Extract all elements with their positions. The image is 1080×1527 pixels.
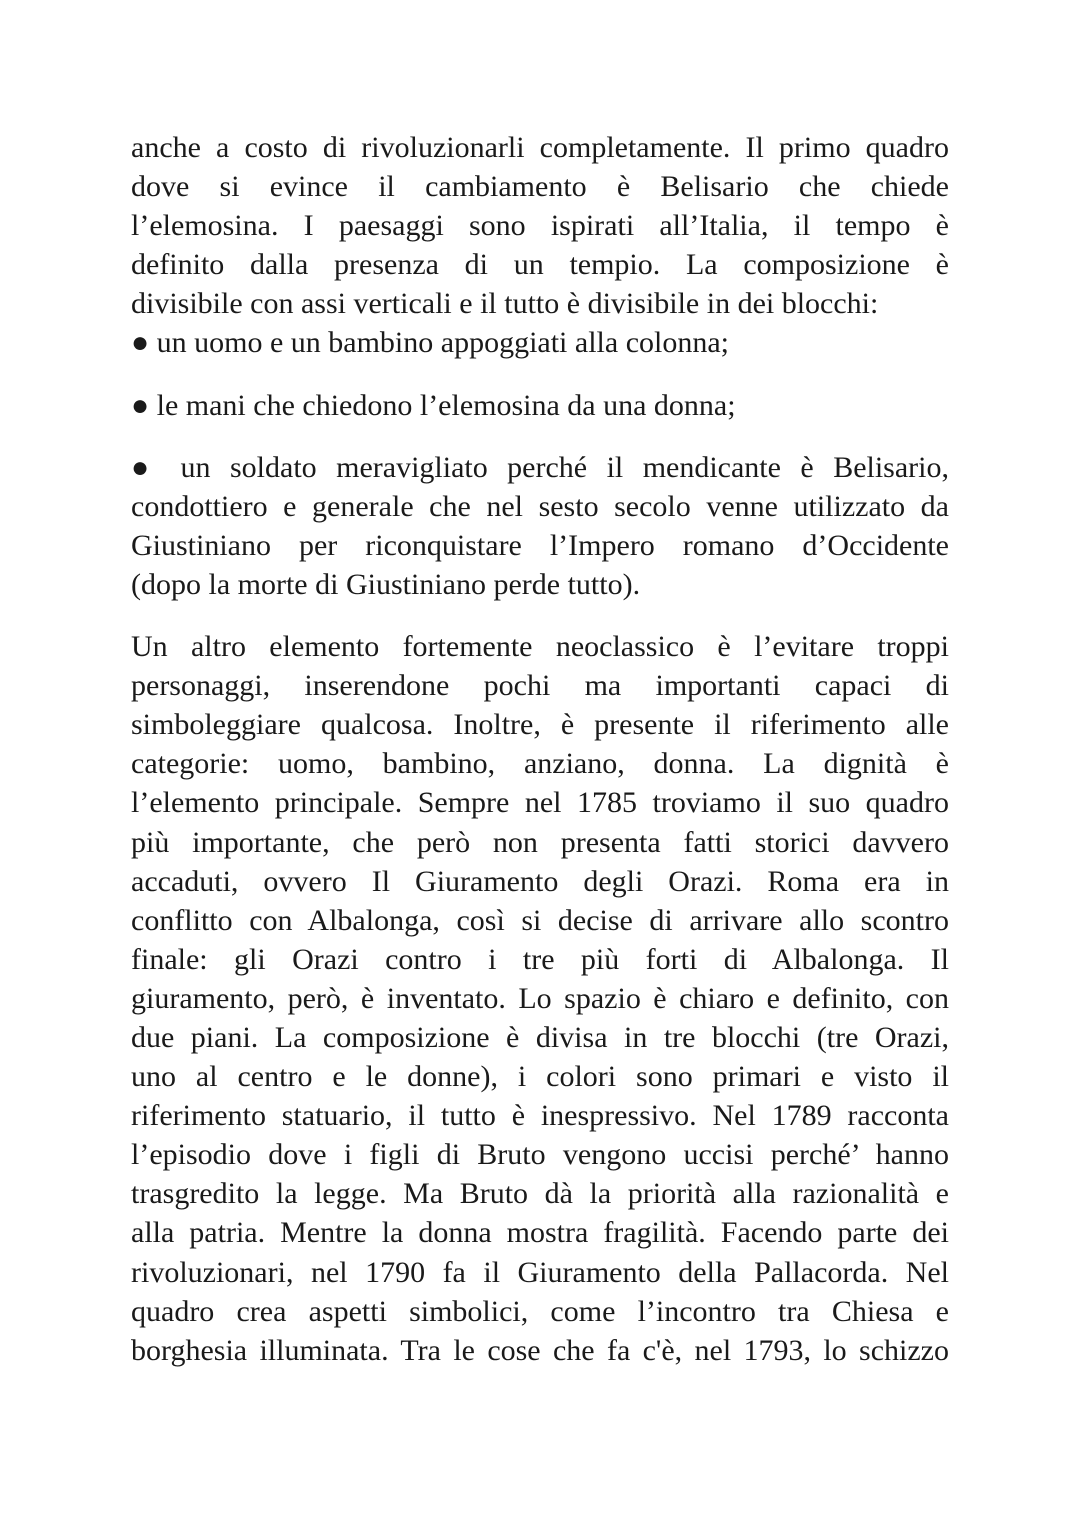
text-line: uno al centro e le donne), i colori sono primari e visto il [131, 1060, 949, 1094]
body-paragraph [131, 627, 949, 1370]
text-line: anche a costo di rivoluzionarli completamente. Il primo quadro [131, 131, 949, 164]
text-line: rivoluzionari, nel 1790 fa il Giuramento della Pallacorda. Nel [131, 1255, 949, 1289]
text-line: riferimento statuario, il tutto è inespressivo. Nel 1789 racconta [131, 1099, 949, 1133]
text-line: definito dalla presenza di un tempio. La composizione è [131, 248, 949, 282]
text-line: accaduti, ovvero Il Giuramento degli Orazi. Roma era in [131, 864, 949, 898]
bullet-item [131, 386, 949, 425]
text-line: giuramento, però, è inventato. Lo spazio è chiaro e definito, con [131, 981, 949, 1015]
text-line: (dopo la morte di Giustiniano perde tutto). [131, 567, 641, 601]
text-line: divisibile con assi verticali e il tutto è divisibile in dei blocchi: [131, 287, 879, 321]
text-line: condottiero e generale che nel sesto secolo venne utilizzato da [131, 489, 949, 523]
intro-paragraph [131, 128, 949, 323]
text-line: simboleggiare qualcosa. Inoltre, è presente il riferimento alle [131, 708, 949, 742]
text-line: categorie: uomo, bambino, anziano, donna. La dignità è [131, 747, 949, 781]
document-page [131, 128, 949, 1370]
text-line: due piani. La composizione è divisa in tre blocchi (tre Orazi, [131, 1020, 949, 1054]
text-line: l’elemento principale. Sempre nel 1785 troviamo il suo quadro [131, 786, 949, 820]
text-line: dove si evince il cambiamento è Belisario che chiede [131, 170, 949, 204]
text-line: ● un soldato meravigliato perché il mendicante è Belisario, [131, 450, 949, 484]
text-line: alla patria. Mentre la donna mostra fragilità. Facendo parte dei [131, 1216, 949, 1250]
text-line: l’episodio dove i figli di Bruto vengono uccisi perché’ hanno [131, 1138, 949, 1172]
text-line: personaggi, inserendone pochi ma importanti capaci di [131, 669, 949, 703]
text-line: borghesia illuminata. Tra le cose che fa c'è, nel 1793, lo schizzo [131, 1333, 949, 1367]
text-line: più importante, che però non presenta fatti storici davvero [131, 825, 949, 859]
bullet-item [131, 323, 949, 362]
bullet-item [131, 448, 949, 604]
text-line: l’elemosina. I paesaggi sono ispirati all’Italia, il tempo è [131, 209, 949, 243]
bullet-list [131, 323, 949, 604]
text-line: Giustiniano per riconquistare l’Impero romano d’Occidente [131, 528, 949, 562]
text-line: quadro crea aspetti simbolici, come l’incontro tra Chiesa e [131, 1294, 949, 1328]
text-line: Un altro elemento fortemente neoclassico è l’evitare troppi [131, 630, 949, 664]
text-line: conflitto con Albalonga, così si decise di arrivare allo scontro [131, 903, 949, 937]
text-line: trasgredito la legge. Ma Bruto dà la priorità alla razionalità e [131, 1177, 949, 1211]
text-line: finale: gli Orazi contro i tre più forti di Albalonga. Il [131, 942, 949, 976]
text-line: ● le mani che chiedono l’elemosina da una donna; [131, 388, 736, 422]
text-line: ● un uomo e un bambino appoggiati alla colonna; [131, 326, 729, 360]
